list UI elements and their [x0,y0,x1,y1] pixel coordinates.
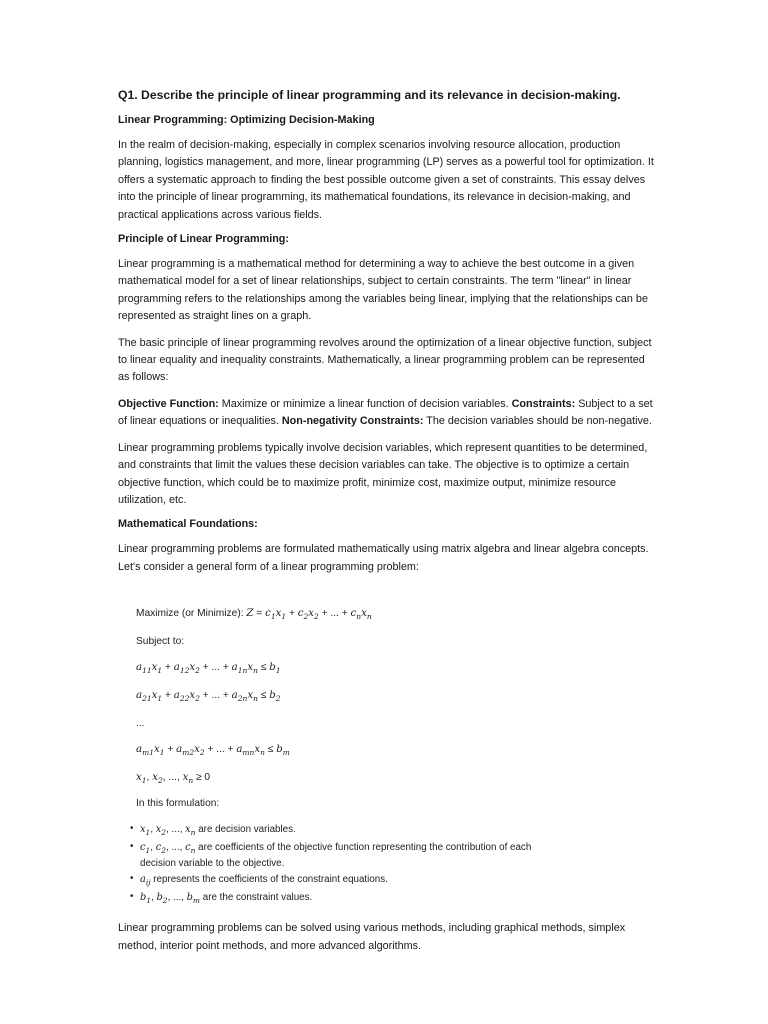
bullet-2-continuation: decision variable to the objective. [140,858,285,870]
constraint-1: $a_{11}x_1 + a_{12}x_2$ + ... + $a_{1n}x_n \le b_1$ [136,662,281,676]
constraints-text: Subject to a set of linear equations or inequalities. [118,397,653,428]
in-formulation-label: In this formulation: [136,798,220,810]
constraint-2: $a_{21}x_1 + a_{22}x_2$ + ... + $a_{2n}x_n \le b_2$ [136,690,281,704]
constraints-label: Constraints: [511,397,576,410]
non-negativity-text: The decision variables should be non-negative. [423,415,652,428]
principle-paragraph-1: Linear programming is a mathematical method for determining a way to achieve the best outcome in a given mathematical model for a set of linear relationships, subject to certain constraints. The term "linear" in linear programming refers to the relationships among the variables being linear, implying that the relationships can be represented as straight lines on a graph. [118,258,648,323]
principle-paragraph-2: The basic principle of linear programming revolves around the optimization of a linear objective function, subject to linear equality and inequality constraints. Mathematically, a linear programming problem can be represented as follows: [118,336,652,384]
components-paragraph [118,396,658,431]
non-negativity-equation: $x_1$, $x_2$, ..., $x_n \ge 0$ [136,772,211,786]
ellipsis-line: ... [136,718,145,730]
bullet-3-text: represents the coefficients of the constraint equations. [150,874,388,886]
principle-heading: Principle of Linear Programming: [118,233,289,246]
objective-text: Maximize or minimize a linear function of decision variables. [218,397,512,410]
intro-paragraph: In the realm of decision-making, especially in complex scenarios involving resource allocation, production planning, logistics management, and more, linear programming (LP) serves as a powerful tool for optimization. It offers a systematic approach to finding the best possible outcome given a set of constraints. This essay delves into the principle of linear programming, its mathematical foundations, its relevance in decision-making, and practical applications across various fields. [118,139,654,221]
document-content [118,88,658,964]
subject-to-label: Subject to: [136,636,185,648]
objective-equation: Maximize (or Minimize): $Z = c_1x_1 + c_2x_2$ + ... + $c_nx_n$ [136,608,372,622]
conclusion-paragraph: Linear programming problems can be solved using various methods, including graphical methods, simplex method, interior point methods, and more advanced algorithms. [118,922,626,952]
objective-label: Objective Function: [118,397,219,410]
question-title: Q1. Describe the principle of linear programming and its relevance in decision-making. [118,88,621,102]
bullet-4-text: are the constraint values. [200,892,313,904]
essay-subtitle: Linear Programming: Optimizing Decision-Making [118,114,375,126]
foundations-heading: Mathematical Foundations: [118,518,258,531]
bullet-1-text: are decision variables. [195,824,296,836]
non-negativity-label: Non-negativity Constraints: [281,415,424,428]
foundations-paragraph: Linear programming problems are formulated mathematically using matrix algebra and linear algebra concepts. Let's consider a general form of a linear programming problem: [118,543,649,573]
bullet-constraint-values: • $b_1$, $b_2$, ..., $b_m$ are the constraint values. [130,891,313,906]
bullet-coefficients: • $c_1$, $c_2$, ..., $c_n$ are coefficients of the objective function representing the contribution of each [130,841,532,856]
objective-prefix: Maximize (or Minimize): [136,608,247,620]
bullet-2-text: are coefficients of the objective function representing the contribution of each [195,842,532,854]
formulation-image [118,596,640,914]
constraint-m: $a_{m1}x_1 + a_{m2}x_2$ + ... + $a_{mn}x_n \le b_m$ [136,744,290,758]
bullet-constraint-coefficients: • $a_{ij}$ represents the coefficients of the constraint equations. [130,873,388,888]
bullet-decision-variables: • $x_1$, $x_2$, ..., $x_n$ are decision variables. [130,823,296,838]
principle-paragraph-4: Linear programming problems typically involve decision variables, which represent quantities to be determined, and constraints that limit the values these decision variables can take. The objective is to optimize a certain objective function, which could be to maximize profit, minimize cost, maximize output, minimize resource utilization, etc. [118,441,648,506]
